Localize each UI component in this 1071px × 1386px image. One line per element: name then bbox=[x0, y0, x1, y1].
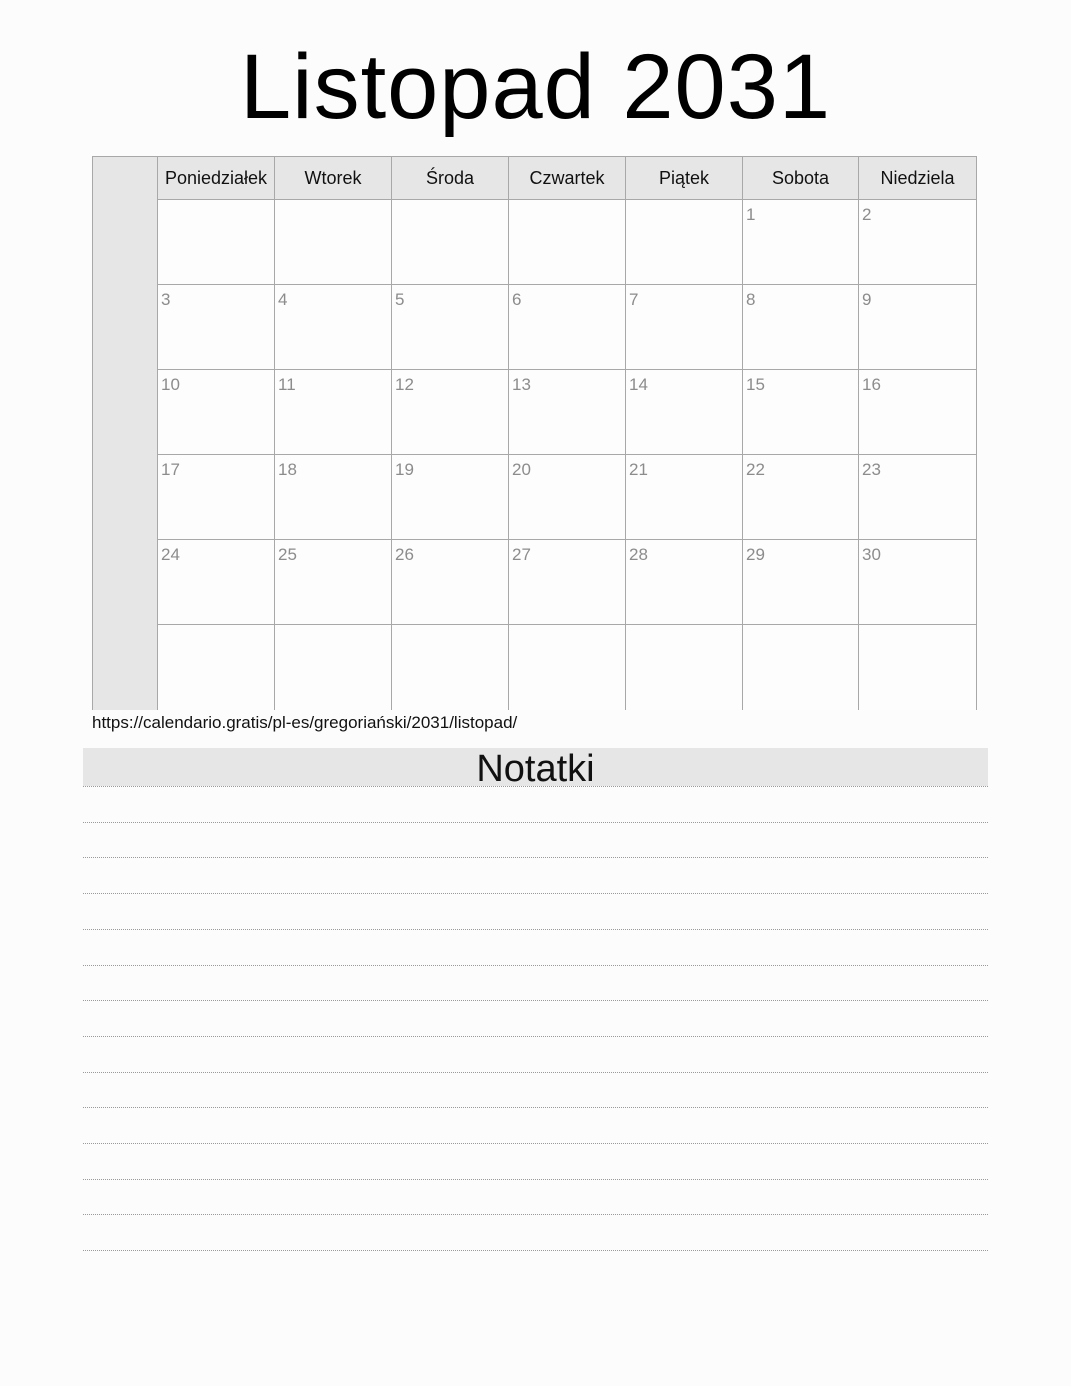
day-cell bbox=[509, 625, 626, 710]
day-cell bbox=[158, 625, 275, 710]
day-cell: 8 bbox=[743, 285, 859, 370]
day-cell bbox=[392, 625, 509, 710]
day-cell: 21 bbox=[626, 455, 743, 540]
day-cell: 2 bbox=[859, 200, 976, 285]
note-line bbox=[83, 1143, 988, 1144]
day-cell bbox=[509, 200, 626, 285]
notes-heading: Notatki bbox=[83, 748, 988, 786]
source-link[interactable]: https://calendario.gratis/pl-es/gregoriański/2031/listopad/ bbox=[92, 713, 518, 732]
day-cell: 25 bbox=[275, 540, 392, 625]
note-line bbox=[83, 929, 988, 930]
day-cell bbox=[743, 625, 859, 710]
day-cell: 11 bbox=[275, 370, 392, 455]
day-cell bbox=[158, 200, 275, 285]
day-cell bbox=[859, 625, 976, 710]
day-cell: 19 bbox=[392, 455, 509, 540]
note-line bbox=[83, 965, 988, 966]
weekday-header: Sobota bbox=[743, 157, 859, 200]
day-cell: 15 bbox=[743, 370, 859, 455]
day-cell: 1 bbox=[743, 200, 859, 285]
week-number-column bbox=[93, 157, 158, 710]
weekday-header: Wtorek bbox=[275, 157, 392, 200]
day-cell: 7 bbox=[626, 285, 743, 370]
day-cell: 29 bbox=[743, 540, 859, 625]
calendar-title: Listopad 2031 bbox=[239, 36, 832, 138]
day-cell bbox=[626, 200, 743, 285]
day-cell bbox=[392, 200, 509, 285]
day-cell: 13 bbox=[509, 370, 626, 455]
day-cell: 16 bbox=[859, 370, 976, 455]
day-cell: 20 bbox=[509, 455, 626, 540]
day-cell: 9 bbox=[859, 285, 976, 370]
day-cell: 6 bbox=[509, 285, 626, 370]
weekday-header: Piątek bbox=[626, 157, 743, 200]
note-line bbox=[83, 1107, 988, 1108]
day-cell: 30 bbox=[859, 540, 976, 625]
day-cell: 5 bbox=[392, 285, 509, 370]
note-line bbox=[83, 822, 988, 823]
calendar-grid bbox=[92, 156, 977, 710]
weekday-header: Poniedziałek bbox=[158, 157, 275, 200]
day-cell: 22 bbox=[743, 455, 859, 540]
note-line bbox=[83, 857, 988, 858]
weekday-header: Niedziela bbox=[859, 157, 976, 200]
day-cell bbox=[275, 625, 392, 710]
day-cell: 14 bbox=[626, 370, 743, 455]
day-cell: 17 bbox=[158, 455, 275, 540]
day-cell: 10 bbox=[158, 370, 275, 455]
weekday-header: Czwartek bbox=[509, 157, 626, 200]
note-line bbox=[83, 1000, 988, 1001]
note-line bbox=[83, 893, 988, 894]
day-cell: 3 bbox=[158, 285, 275, 370]
day-cell: 18 bbox=[275, 455, 392, 540]
day-cell: 4 bbox=[275, 285, 392, 370]
day-cell: 28 bbox=[626, 540, 743, 625]
day-cell bbox=[275, 200, 392, 285]
weekday-header: Środa bbox=[392, 157, 509, 200]
note-line bbox=[83, 1250, 988, 1251]
note-line bbox=[83, 786, 988, 787]
note-line bbox=[83, 1179, 988, 1180]
day-cell: 12 bbox=[392, 370, 509, 455]
day-cell: 27 bbox=[509, 540, 626, 625]
note-line bbox=[83, 1214, 988, 1215]
note-line bbox=[83, 1036, 988, 1037]
day-cell bbox=[626, 625, 743, 710]
note-line bbox=[83, 1072, 988, 1073]
day-cell: 23 bbox=[859, 455, 976, 540]
day-cell: 26 bbox=[392, 540, 509, 625]
day-cell: 24 bbox=[158, 540, 275, 625]
